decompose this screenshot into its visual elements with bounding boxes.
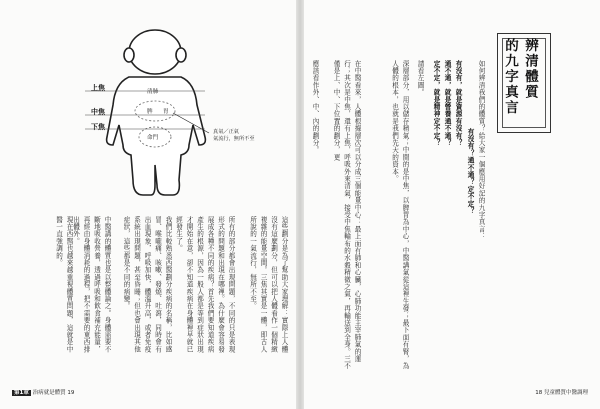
intro-line-3: 有沒有，就是資源有沒有？ bbox=[454, 60, 462, 147]
qi-callout-line-1: 真氣／正氣 bbox=[213, 129, 239, 135]
intro-line-5: 定不定，就是精神定不定？ bbox=[432, 60, 440, 147]
left-paragraph-3: 我們比較熟悉西醫劃分疾病的名稱，比如感冒、喉嚨痛、咳嗽、發燒、吐瀉，同時會有出血現象，呼吸加快，體溫升高，或者免疫系統出現問題，甚至昏睡；但也會出現其他症狀，這些都是不同的病變。 bbox=[122, 216, 172, 353]
qi-callout bbox=[213, 129, 255, 143]
organ-label-mingmen: 命門 bbox=[147, 135, 159, 141]
section-title-line-1: 辨清體質 bbox=[522, 38, 538, 100]
child-silhouette bbox=[85, 25, 275, 200]
right-body-3: 在中醫看來，人體根據層次可以分成三個能量中心：最上面有肺和心臟，心肺功能主宰肺氣的運行；其次是中焦，還有上焦，呼吸外來清氣，接受中焦輸布的水穀精微之氣，再輸送到全身。三不僅是上、中、下位置的劃分，更 bbox=[332, 60, 361, 370]
level-lower-label: 下焦 bbox=[91, 123, 105, 131]
left-paragraph-2: 所有的部分都會出現問題，不同的只是表現形式的問題和出現在哪裡。為什麼會容易發展成各種不同的疾病？首先我們要知道疾病產生的根源，因為一般人都是等到症狀出現才開始在意，卻不知道疾病在身體裡早就已經發生了。 bbox=[174, 216, 235, 353]
qi-callout-line-2: 氣流行，無所不至 bbox=[213, 136, 255, 142]
left-paragraph-5: 現在西醫也越來越重視體質問題，這就是中醫一直強調的。 bbox=[54, 216, 73, 353]
right-body-2: 深層部分，用以儲存精氣；中間的是中焦，以脾胃為中心，中醫講氣從這裡生發；最下面有腎，為人體的根本，也就是我們先天的資本。 bbox=[390, 60, 409, 370]
intro-line-1: 如何辨清我們的體質？給大家一個應用好記的九字真言： bbox=[477, 60, 485, 240]
chapter-badge: 第1章 bbox=[14, 390, 29, 396]
book-gutter bbox=[296, 0, 304, 409]
level-middle-label: 中焦 bbox=[91, 108, 105, 116]
organ-label-lung: 清肺 bbox=[147, 89, 159, 95]
right-body-1: 請看左圖。 bbox=[416, 60, 424, 96]
organ-label-stomach: 胃 bbox=[163, 109, 169, 115]
section-title bbox=[500, 38, 540, 126]
right-body-4: 應該看作外、中、內的劃分。 bbox=[311, 60, 319, 154]
section-title-line-2: 的九字真言 bbox=[502, 38, 518, 116]
organ-label-spleen: 脾 bbox=[147, 109, 153, 115]
intro-line-4: 通不通，就是營養通不通？ bbox=[443, 60, 451, 147]
left-footer bbox=[12, 388, 74, 396]
child-body-figure bbox=[85, 25, 275, 200]
left-paragraph-4: 中醫講的體質也是以整體論之。身體需要不斷地吸收營養，透過呼吸和飲食補充能量，再經由身體消耗的過程，把不需要的東西排出體外。 bbox=[71, 216, 111, 353]
right-footer: 18 兒童體質中醫調理 bbox=[535, 390, 588, 396]
left-paragraph-1: 這些劃分是為了幫助大家理解：實際上人體沒有這麼劃分，但可以把人體看作一個精緻複雜的能量空間。三焦其實是一體，即古人所說的一氣流行，無所不至。 bbox=[248, 216, 288, 353]
intro-line-2: 有沒有？通不通？定不定？ bbox=[466, 128, 474, 215]
left-footer-text: 治病就是體質 19 bbox=[32, 390, 75, 396]
level-upper-label: 上焦 bbox=[91, 84, 105, 92]
